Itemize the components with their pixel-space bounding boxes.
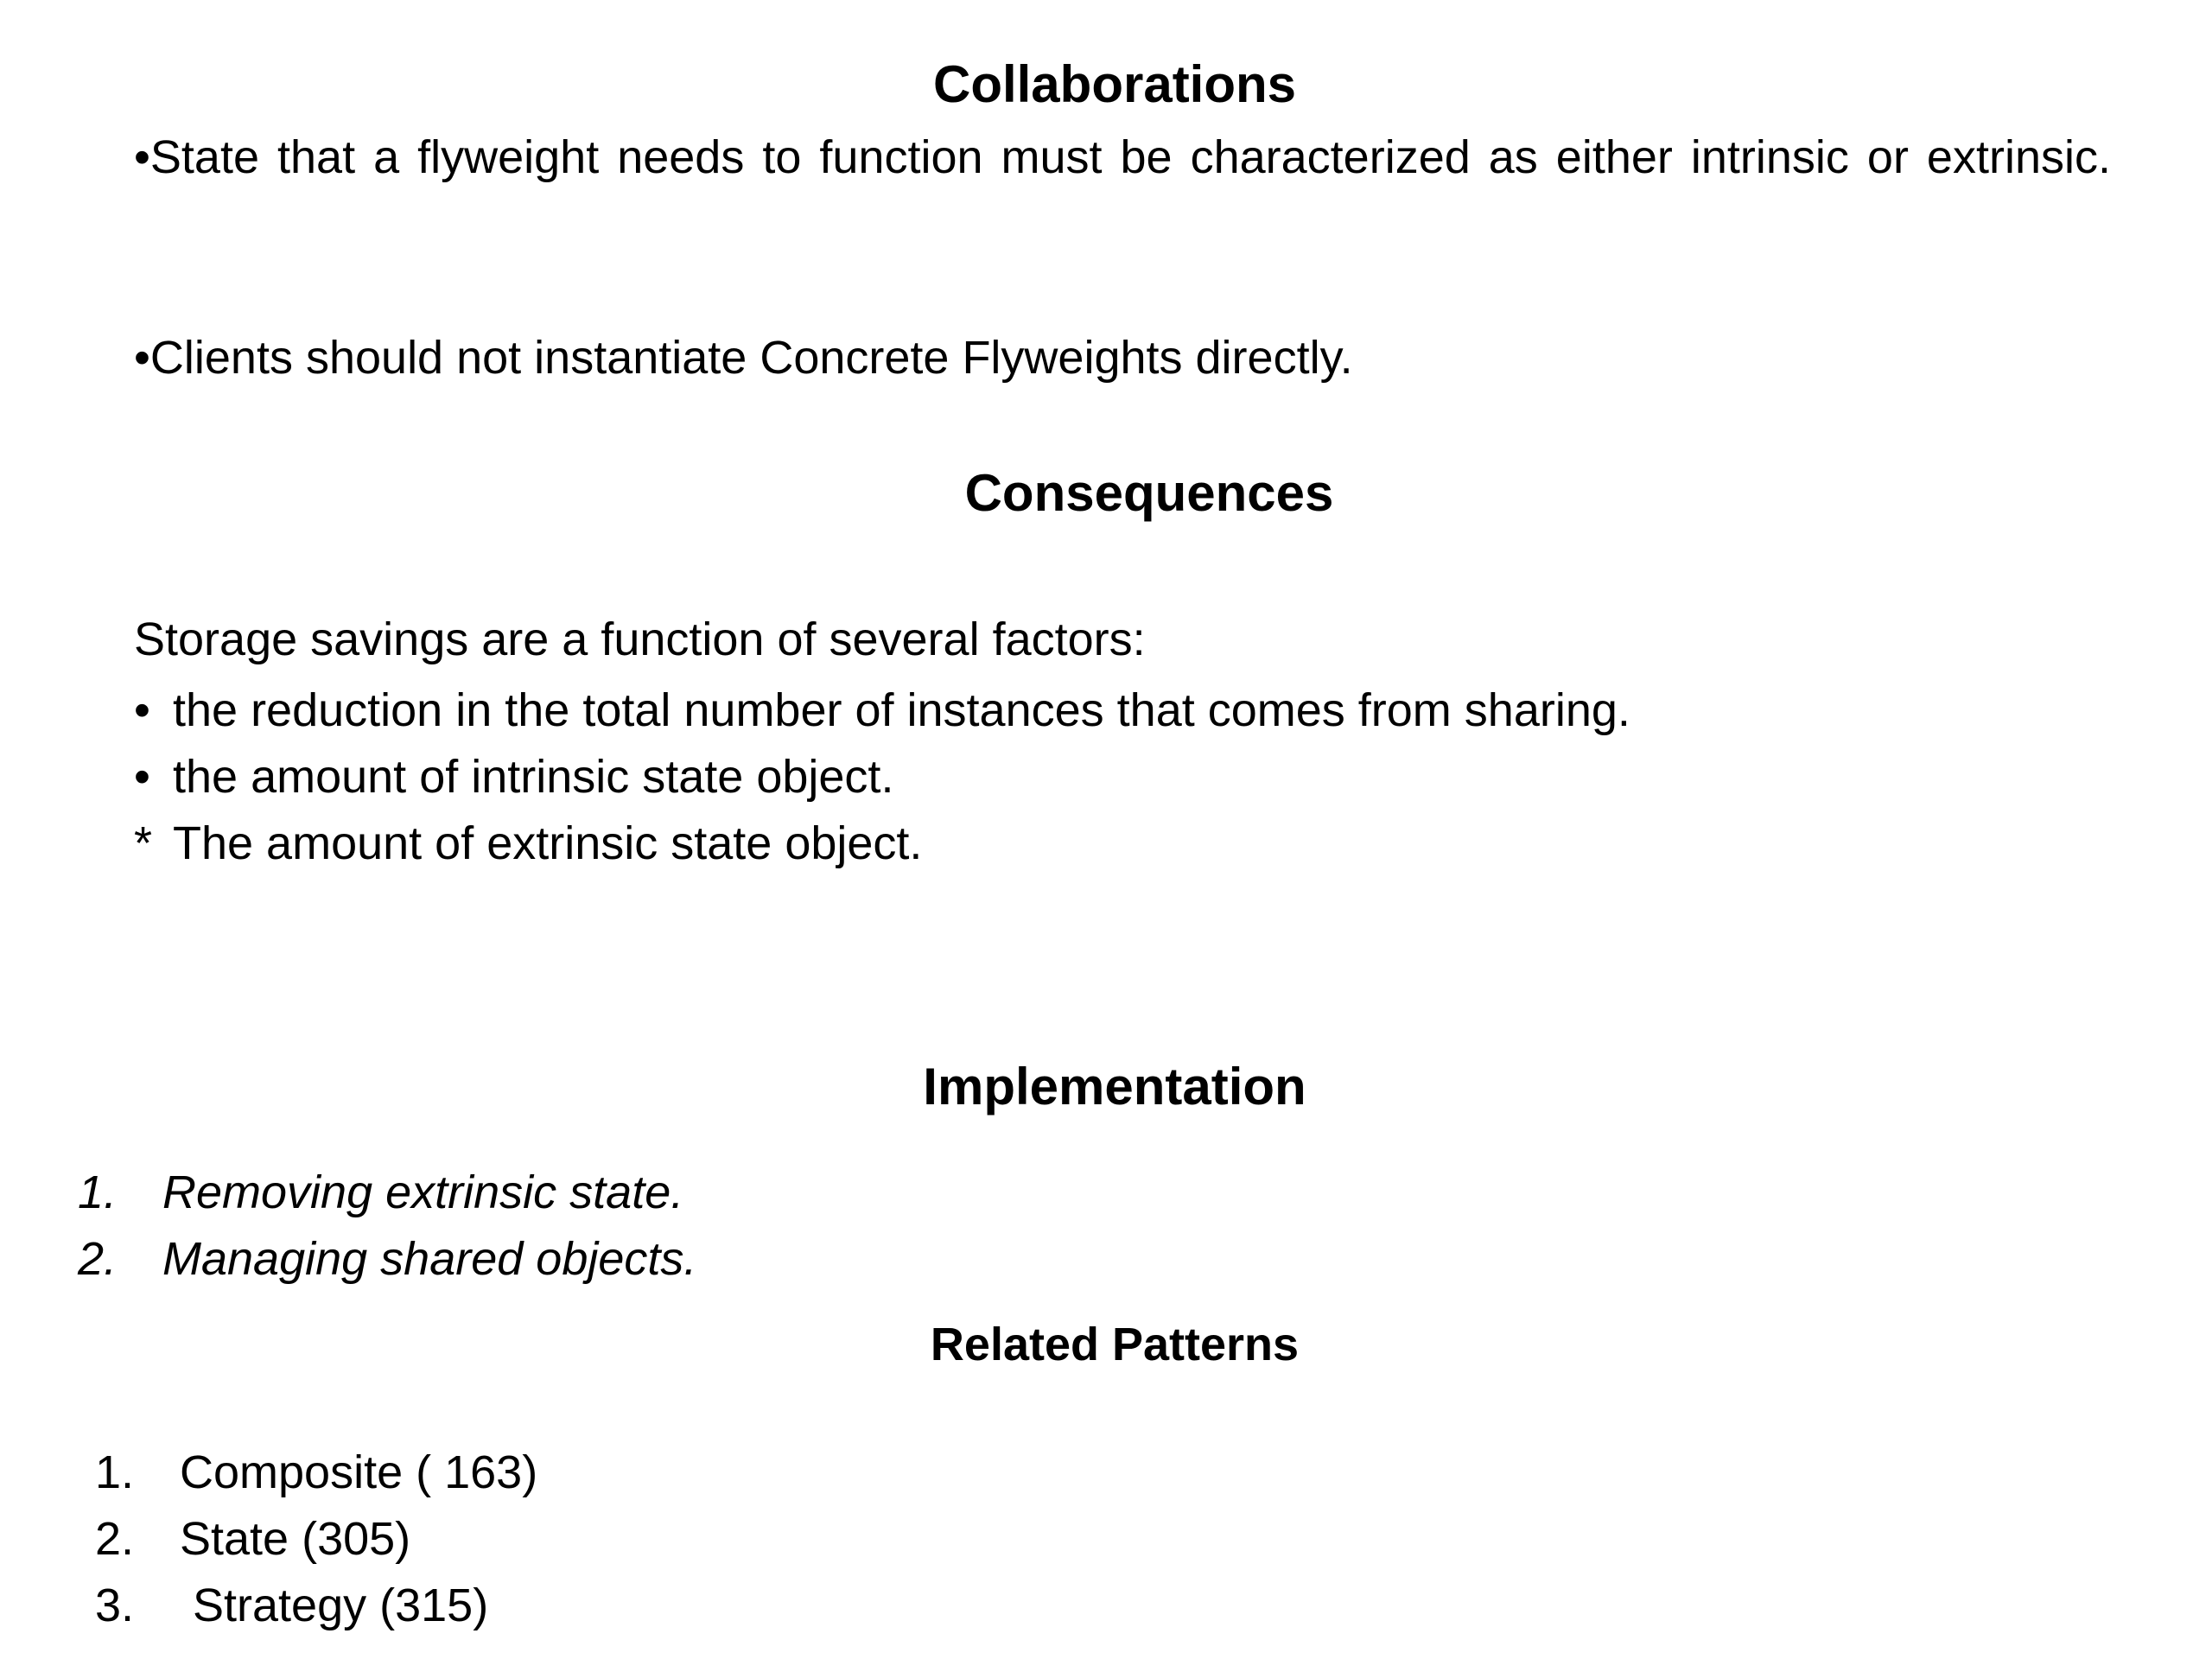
list-item-text: Removing extrinsic state. <box>162 1166 684 1218</box>
number-marker: 1. <box>95 1446 135 1498</box>
number-marker: 3. <box>95 1580 135 1631</box>
consequences-title: Consequences <box>964 464 1334 522</box>
collaborations-title: Collaborations <box>932 55 1297 113</box>
list-item-text: Managing shared objects. <box>162 1233 697 1285</box>
implementation-title: Implementation <box>923 1058 1306 1116</box>
bullet-marker: • <box>134 751 150 803</box>
bullet-marker: • <box>134 684 150 736</box>
list-item-text: The amount of extrinsic state object. <box>173 817 923 869</box>
number-marker: 2. <box>95 1513 135 1565</box>
collaborations-bullet-1: •State that a flyweight needs to function must be characterized as either intrinsic or extrinsic. <box>134 131 2111 183</box>
list-item-text: Strategy (315) <box>180 1580 489 1631</box>
asterisk-marker: * <box>134 817 153 869</box>
list-item-text: Composite ( 163) <box>180 1446 538 1498</box>
consequences-intro: Storage savings are a function of several factors: <box>134 613 1146 665</box>
list-item-text: the reduction in the total number of instances that comes from sharing. <box>173 684 1630 736</box>
collaborations-bullet-2: •Clients should not instantiate Concrete Flyweights directly. <box>134 332 1353 384</box>
list-item-text: the amount of intrinsic state object. <box>173 751 894 803</box>
number-marker: 2. <box>78 1233 118 1285</box>
list-item-text: State (305) <box>180 1513 411 1565</box>
related-patterns-title: Related Patterns <box>930 1319 1300 1370</box>
number-marker: 1. <box>78 1166 118 1218</box>
